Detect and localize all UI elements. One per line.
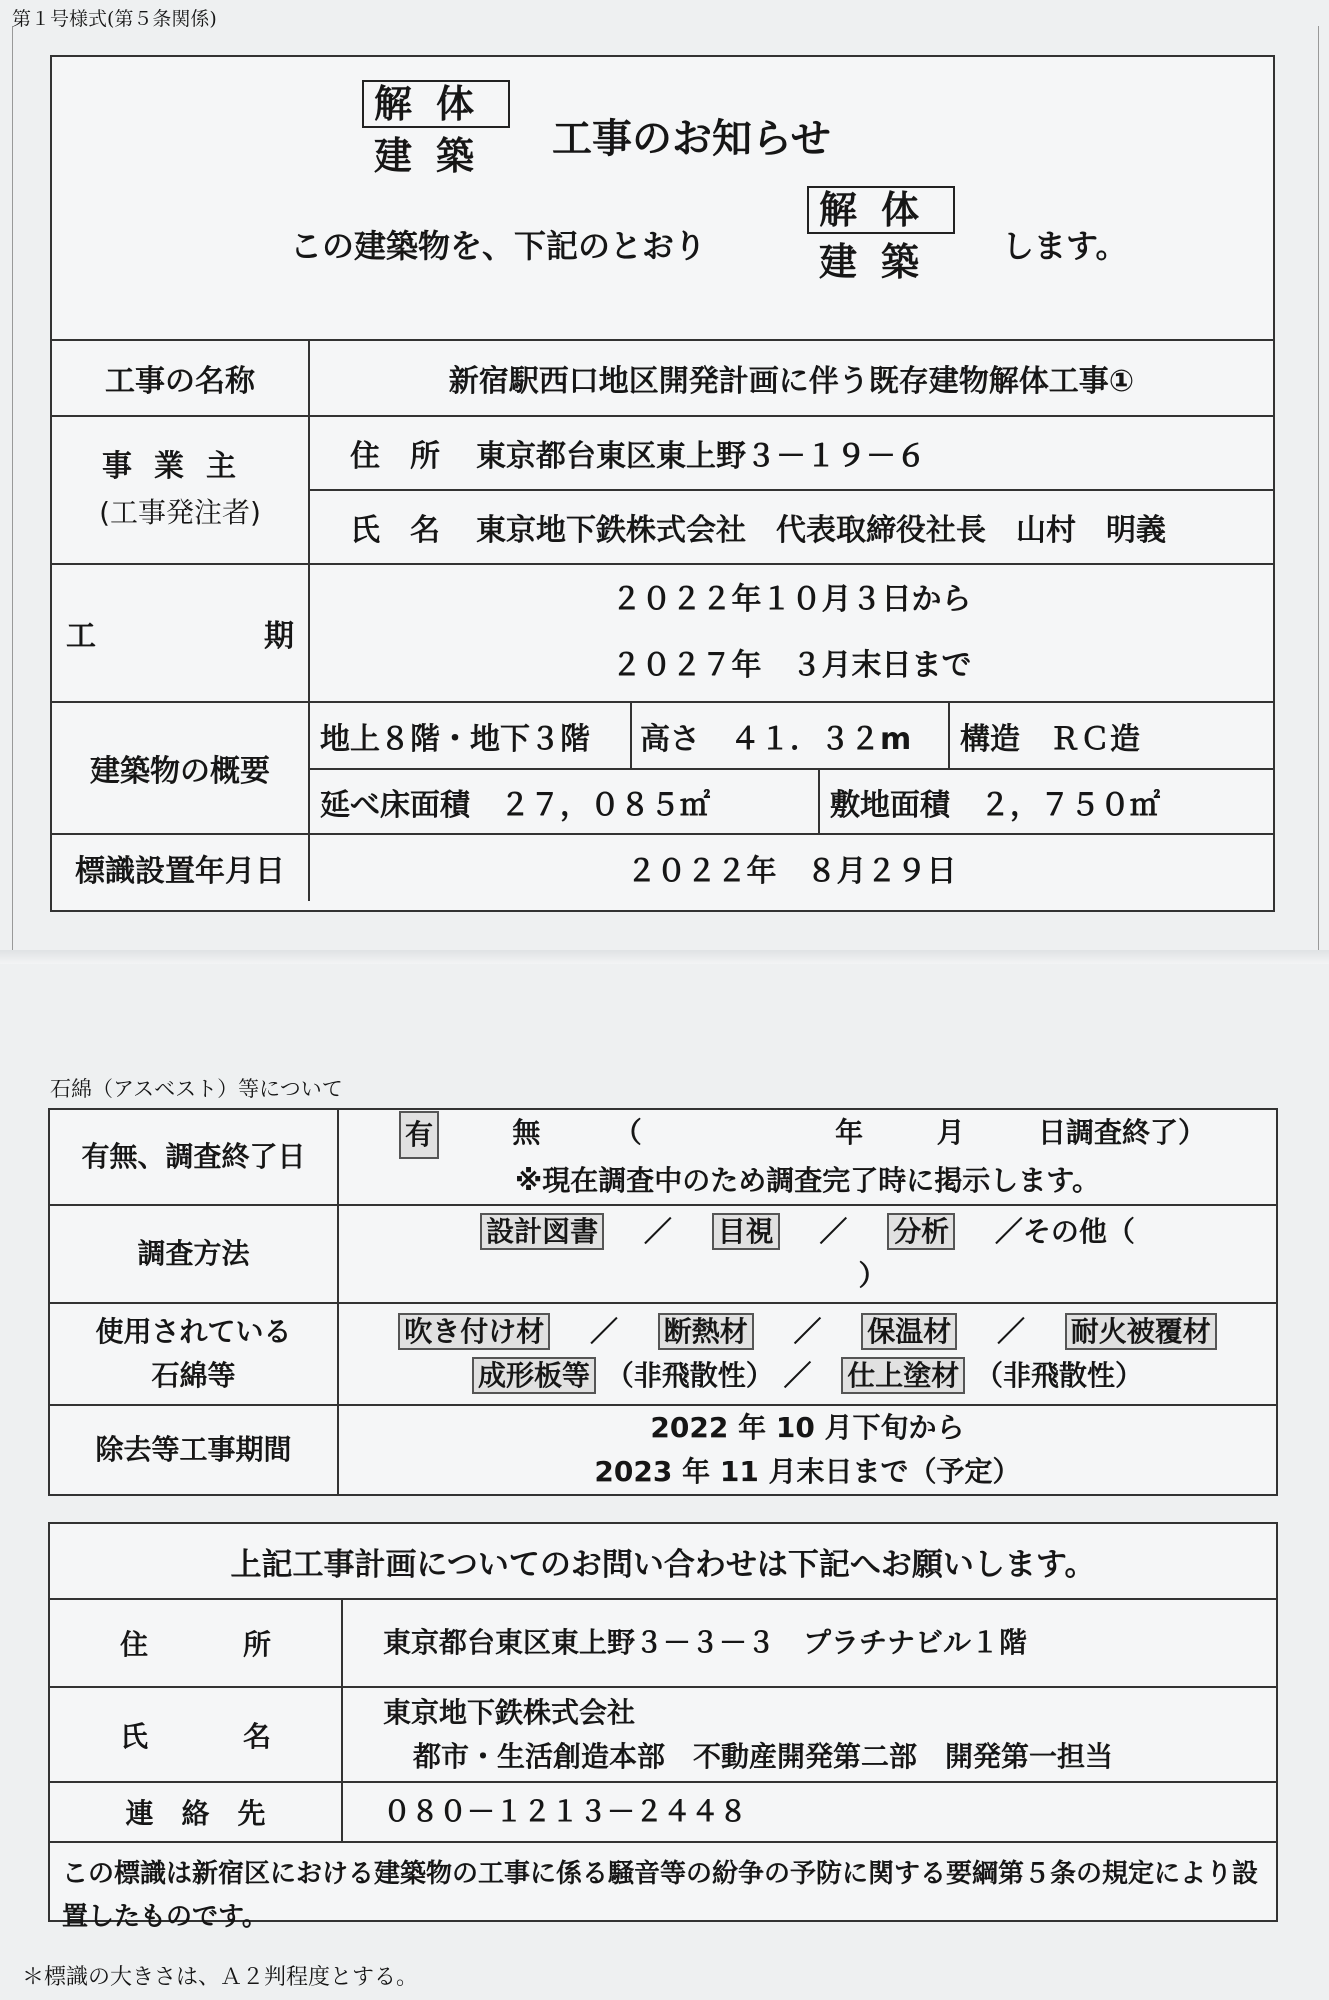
contact-address-label: 住 所 — [50, 1600, 343, 1686]
title-choice — [362, 79, 510, 183]
materials-label: 使用されている 石綿等 — [50, 1304, 339, 1404]
contact-table — [48, 1522, 1278, 1932]
removal-to: 2023 年 11 月末日まで（予定） — [594, 1455, 1021, 1488]
contact-tel-row — [50, 1783, 1276, 1843]
sub-box-demolition: 解体 — [807, 186, 955, 234]
owner-name: 氏 名 東京地下鉄株式会社 代表取締役社長 山村 明義 — [310, 491, 1273, 565]
presence-label: 有無、調査終了日 — [50, 1110, 339, 1204]
material-insulation: 断熱材 — [658, 1313, 754, 1350]
owner-address: 住 所 東京都台東区東上野３－１９－６ — [310, 417, 1273, 491]
sign-date-label: 標識設置年月日 — [52, 835, 310, 901]
presence-yes: 有 — [399, 1111, 439, 1159]
notice-header — [52, 57, 1273, 341]
asbestos-row-period — [50, 1406, 1276, 1494]
details-table — [52, 341, 1273, 901]
asbestos-table — [48, 1108, 1278, 1496]
title-construction: 建築 — [374, 134, 499, 178]
presence-no: 無 — [512, 1116, 541, 1149]
method-drawings: 設計図書 — [480, 1213, 604, 1250]
asbestos-title: 石綿（アスベスト）等について — [50, 1077, 343, 1101]
contact-tel-label: 連 絡 先 — [50, 1783, 343, 1841]
contact-address-row — [50, 1600, 1276, 1688]
presence-note: ※現在調査中のため調査完了時に掲示します。 — [515, 1164, 1100, 1197]
contact-name-value: 東京地下鉄株式会社 都市・生活創造本部 不動産開発第二部 開発第一担当 — [383, 1695, 1114, 1773]
material-molded-board: 成形板等 — [472, 1357, 596, 1394]
overview-row1: 地上８階・地下３階 高さ ４１．３２m 構造 ＲＣ造 — [310, 703, 1273, 770]
notice-sheet — [50, 55, 1275, 912]
material-thermal: 保温材 — [861, 1313, 957, 1350]
contact-tel-value: ０８０－１２１３－２４４８ — [383, 1795, 748, 1828]
form-number: 第１号様式(第５条関係) — [12, 8, 217, 30]
overview-label: 建築物の概要 — [52, 703, 310, 835]
contact-heading: 上記工事計画についてのお問い合わせは下記へお願いします。 — [50, 1524, 1276, 1600]
contact-name-label: 氏 名 — [50, 1688, 343, 1781]
owner-label: 事業主 (工事発注者) — [52, 417, 310, 565]
sub-choice — [807, 185, 955, 289]
size-note: ＊標識の大きさは、Ａ２判程度とする。 — [22, 1965, 419, 1990]
asbestos-row-materials: 使用されている 石綿等 吹き付け材 ／ 断熱材 ／ 保温材 ／ 耐火被覆材 成形板等 （非飛散性） ／ 仕上塗材 （非飛散性） — [50, 1304, 1276, 1406]
contact-name-row — [50, 1688, 1276, 1783]
sign-date-value: ２０２２年 ８月２９日 — [626, 854, 957, 889]
sub-suffix: します。 — [1002, 227, 1128, 265]
asbestos-row-method: 調査方法 設計図書 ／ 目視 ／ 分析 ／その他（ ） — [50, 1206, 1276, 1304]
contact-footnote: この標識は新宿区における建築物の工事に係る騒音等の紛争の予防に関する要綱第５条の規定により設置したものです。 — [62, 1859, 1259, 1932]
sub-prefix: この建築物を、下記のとおり — [290, 227, 707, 265]
name-label: 工事の名称 — [52, 341, 310, 417]
contact-address-value: 東京都台東区東上野３－３－３ プラチナビル１階 — [383, 1626, 1028, 1659]
period-value: ２０２２年１０月３日から ２０２７年 ３月末日まで — [310, 565, 1273, 703]
name-value: 新宿駅西口地区開発計画に伴う既存建物解体工事① — [310, 341, 1273, 417]
overview-row2: 延べ床面積 ２７，０８５㎡ 敷地面積 ２，７５０㎡ — [310, 770, 1273, 835]
sub-construction: 建築 — [819, 240, 944, 284]
period-label: 工 期 — [52, 565, 310, 703]
title-text: 工事のお知らせ — [552, 116, 831, 162]
title-box-demolition: 解体 — [362, 80, 510, 128]
removal-period-label: 除去等工事期間 — [50, 1406, 339, 1494]
removal-from: 2022 年 10 月下旬から — [650, 1411, 965, 1444]
method-other: ／その他（ — [994, 1215, 1135, 1248]
method-analysis: 分析 — [887, 1213, 955, 1250]
material-sprayed: 吹き付け材 — [398, 1313, 550, 1350]
material-fireproof: 耐火被覆材 — [1065, 1313, 1217, 1350]
method-visual: 目視 — [712, 1213, 780, 1250]
method-label: 調査方法 — [50, 1206, 339, 1302]
asbestos-row-presence: 有無、調査終了日 有 無 （ 年 月 日調査終了） ※現在調査中のため調査完了時に掲示します。 — [50, 1110, 1276, 1206]
paper-fold — [0, 950, 1329, 964]
material-finish-coat: 仕上塗材 — [841, 1357, 965, 1394]
